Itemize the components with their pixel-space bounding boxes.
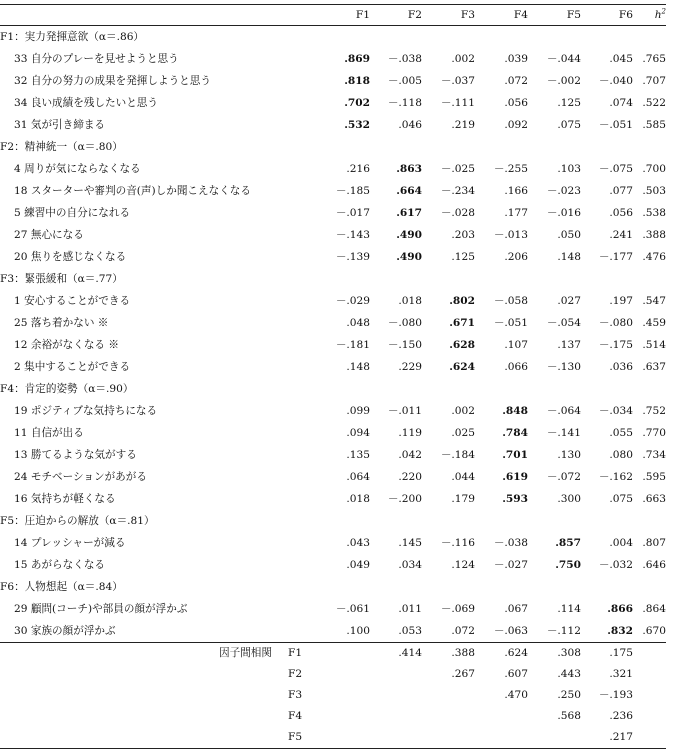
correlation-cell: .624 xyxy=(475,643,528,665)
item-label: 14 プレッシャーが減る xyxy=(14,537,126,549)
table-row xyxy=(0,400,666,422)
loading-cell: .148 xyxy=(346,361,370,373)
loading-cell: －.175 xyxy=(598,339,633,351)
table-row xyxy=(0,620,666,643)
loading-cell: .056 xyxy=(504,97,528,109)
item-label: 12 余裕がなくなる ※ xyxy=(14,339,119,351)
loading-cell: .100 xyxy=(346,625,370,637)
table-row xyxy=(0,92,666,114)
loading-cell: －.025 xyxy=(440,163,475,175)
loading-cell: .177 xyxy=(504,207,528,219)
loading-cell: .229 xyxy=(398,361,422,373)
loading-cell: －.069 xyxy=(440,603,475,615)
factor-group-title: F1：実力発揮意欲（α＝.86） xyxy=(0,31,145,43)
loading-cell: .011 xyxy=(398,603,422,615)
table-row xyxy=(0,422,666,444)
correlation-row xyxy=(0,727,666,749)
correlation-cell: .443 xyxy=(557,668,581,680)
item-label: 34 良い成績を残したいと思う xyxy=(14,97,158,109)
table-row xyxy=(0,158,666,180)
loading-cell: －.061 xyxy=(335,603,370,615)
loading-cell: .107 xyxy=(504,339,528,351)
loading-cell: －.184 xyxy=(440,449,475,461)
table-row xyxy=(0,488,666,510)
table-row xyxy=(0,312,666,334)
correlation-blank xyxy=(633,685,666,706)
correlation-variable: F5 xyxy=(286,727,370,749)
factor-group-row xyxy=(0,26,666,49)
loading-cell: .619 xyxy=(502,471,528,483)
correlation-row xyxy=(0,664,666,685)
communality-cell: .388 xyxy=(642,229,666,241)
loading-cell: .848 xyxy=(502,405,528,417)
correlation-cell: .175 xyxy=(581,643,633,665)
factor-group-title: F6：人物想起（α＝.84） xyxy=(0,581,123,593)
loading-cell: －.016 xyxy=(546,207,581,219)
factor-group-title: F5：圧迫からの解放（α＝.81） xyxy=(0,515,155,527)
loading-cell: .148 xyxy=(557,251,581,263)
item-label: 15 あがらなくなる xyxy=(14,559,106,571)
loading-cell: －.116 xyxy=(440,537,475,549)
loading-cell: .018 xyxy=(398,295,422,307)
correlation-row xyxy=(0,706,666,727)
loading-cell: .004 xyxy=(609,537,633,549)
loading-cell: .832 xyxy=(607,625,633,637)
loading-cell: －.255 xyxy=(493,163,528,175)
loading-cell: －.058 xyxy=(493,295,528,307)
loading-cell: .197 xyxy=(609,295,633,307)
item-label: 4 周りが気にならなくなる xyxy=(14,163,141,175)
loading-cell: .179 xyxy=(451,493,475,505)
correlation-cell: .568 xyxy=(557,710,581,722)
communality-cell: .538 xyxy=(642,207,666,219)
loading-cell: .866 xyxy=(607,603,633,615)
table-row xyxy=(0,444,666,466)
factor-group-row xyxy=(0,576,666,598)
loading-cell: －.177 xyxy=(598,251,633,263)
loading-cell: .034 xyxy=(398,559,422,571)
loading-cell: .216 xyxy=(346,163,370,175)
correlation-blank xyxy=(633,664,666,685)
loading-cell: .490 xyxy=(396,251,422,263)
table-row xyxy=(0,290,666,312)
item-label: 11 自信が出る xyxy=(14,427,84,439)
loading-cell: .099 xyxy=(346,405,370,417)
loading-cell: .701 xyxy=(502,449,528,461)
loading-cell: .018 xyxy=(346,493,370,505)
loading-cell: .119 xyxy=(398,427,422,439)
loading-cell: .702 xyxy=(344,97,370,109)
loading-cell: －.064 xyxy=(546,405,581,417)
factor-group-row xyxy=(0,136,666,158)
table-row xyxy=(0,598,666,620)
loading-cell: .532 xyxy=(344,119,370,131)
item-label: 19 ポジティブな気持ちになる xyxy=(14,405,158,417)
correlation-cell: .321 xyxy=(609,668,633,680)
loading-cell: .103 xyxy=(557,163,581,175)
loading-cell: －.051 xyxy=(493,317,528,329)
correlation-blank xyxy=(633,727,666,749)
communality-cell: .663 xyxy=(642,493,666,505)
correlation-cell: .414 xyxy=(370,643,422,665)
loading-cell: －.143 xyxy=(335,229,370,241)
loading-cell: .241 xyxy=(609,229,633,241)
correlation-cell: .388 xyxy=(422,643,475,665)
communality-cell: .646 xyxy=(642,559,666,571)
loading-cell: .075 xyxy=(609,493,633,505)
communality-cell: .765 xyxy=(642,53,666,65)
correlation-cell: .267 xyxy=(451,668,475,680)
loading-cell: .802 xyxy=(449,295,475,307)
table-row xyxy=(0,466,666,488)
factor-loading-table xyxy=(0,4,666,749)
factor-group-title: F4：肯定的姿勢（α＝.90） xyxy=(0,383,134,395)
loading-cell: －.200 xyxy=(387,493,422,505)
loading-cell: －.181 xyxy=(335,339,370,351)
table-row xyxy=(0,70,666,92)
communality-cell: .585 xyxy=(642,119,666,131)
correlation-variable: F4 xyxy=(288,710,303,722)
loading-cell: －.150 xyxy=(387,339,422,351)
header-f5: F5 xyxy=(528,5,581,26)
header-h2 xyxy=(633,5,666,26)
loading-cell: .124 xyxy=(451,559,475,571)
header-blank xyxy=(0,5,286,26)
loading-cell: .206 xyxy=(504,251,528,263)
loading-cell: －.118 xyxy=(387,97,422,109)
item-label: 31 気が引き締まる xyxy=(14,119,106,131)
correlation-cell: －.193 xyxy=(598,689,633,701)
communality-cell: .637 xyxy=(642,361,666,373)
loading-cell: .072 xyxy=(504,75,528,87)
loading-cell: －.234 xyxy=(440,185,475,197)
table-row xyxy=(0,48,666,70)
loading-cell: .617 xyxy=(396,207,422,219)
communality-cell: .514 xyxy=(642,339,666,351)
item-label: 29 顧問(コーチ)や部員の顔が浮かぶ xyxy=(14,603,188,615)
factor-group-title: F3：緊張緩和（α＝.77） xyxy=(0,273,123,285)
item-label: 13 勝てるような気がする xyxy=(14,449,137,461)
communality-cell: .752 xyxy=(642,405,666,417)
item-label: 33 自分のプレーを見せようと思う xyxy=(14,53,179,65)
loading-cell: －.111 xyxy=(440,97,475,109)
loading-cell: .055 xyxy=(609,427,633,439)
correlation-title-blank xyxy=(0,706,286,727)
correlation-title-blank xyxy=(0,664,286,685)
loading-cell: .166 xyxy=(504,185,528,197)
correlation-title-blank xyxy=(0,727,286,749)
loading-cell: .137 xyxy=(557,339,581,351)
loading-cell: －.023 xyxy=(546,185,581,197)
loading-cell: .067 xyxy=(504,603,528,615)
loading-cell: －.038 xyxy=(493,537,528,549)
table-row xyxy=(0,202,666,224)
correlation-cell: .470 xyxy=(504,689,528,701)
loading-cell: .075 xyxy=(557,119,581,131)
loading-cell: .049 xyxy=(346,559,370,571)
factor-group-row xyxy=(0,510,666,532)
header-h: h xyxy=(654,9,662,21)
table-row xyxy=(0,114,666,136)
loading-cell: .042 xyxy=(398,449,422,461)
loading-cell: .784 xyxy=(502,427,528,439)
correlation-cell: .308 xyxy=(528,643,581,665)
communality-cell: .670 xyxy=(642,625,666,637)
correlation-variable: F1 xyxy=(286,643,370,665)
correlation-cell xyxy=(422,706,475,727)
item-label: 25 落ち着かない ※ xyxy=(14,317,109,329)
loading-cell: .044 xyxy=(451,471,475,483)
correlation-cell xyxy=(475,706,528,727)
item-label: 18 スターターや審判の音(声)しか聞こえなくなる xyxy=(14,185,251,197)
loading-cell: －.162 xyxy=(598,471,633,483)
correlation-cell xyxy=(370,685,422,706)
loading-cell: .074 xyxy=(609,97,633,109)
loading-cell: .045 xyxy=(609,53,633,65)
header-h-superscript: 2 xyxy=(661,7,666,16)
loading-cell: .114 xyxy=(557,603,581,615)
loading-cell: .857 xyxy=(555,537,581,549)
factor-group-row xyxy=(0,378,666,400)
correlation-blank xyxy=(633,706,666,727)
loading-cell: .080 xyxy=(609,449,633,461)
header-f1: F1 xyxy=(286,5,370,26)
loading-cell: －.185 xyxy=(335,185,370,197)
communality-cell: .476 xyxy=(642,251,666,263)
loading-cell: .053 xyxy=(398,625,422,637)
table-row xyxy=(0,554,666,576)
loading-cell: －.080 xyxy=(387,317,422,329)
table-row xyxy=(0,224,666,246)
item-label: 5 練習中の自分になれる xyxy=(14,207,131,219)
communality-cell: .522 xyxy=(642,97,666,109)
correlation-cell xyxy=(370,727,422,749)
table-body xyxy=(0,26,666,749)
factor-group-title: F2：精神統一（α＝.80） xyxy=(0,141,123,153)
loading-cell: .056 xyxy=(609,207,633,219)
table-row xyxy=(0,334,666,356)
item-label: 32 自分の努力の成果を発揮しようと思う xyxy=(14,75,211,87)
item-label: 20 焦りを感じなくなる xyxy=(14,251,127,263)
correlation-cell xyxy=(370,706,422,727)
loading-cell: .066 xyxy=(504,361,528,373)
item-label: 30 家族の顔が浮かぶ xyxy=(14,625,116,637)
header-f3: F3 xyxy=(422,5,475,26)
loading-cell: －.040 xyxy=(598,75,633,87)
loading-cell: －.075 xyxy=(598,163,633,175)
correlation-blank xyxy=(633,643,666,665)
loading-cell: －.002 xyxy=(546,75,581,87)
loading-cell: －.080 xyxy=(598,317,633,329)
communality-cell: .547 xyxy=(642,295,666,307)
correlation-cell xyxy=(422,685,475,706)
loading-cell: .145 xyxy=(398,537,422,549)
loading-cell: －.112 xyxy=(546,625,581,637)
communality-cell: .734 xyxy=(642,449,666,461)
correlation-title-blank xyxy=(0,685,286,706)
loading-cell: .750 xyxy=(555,559,581,571)
loading-cell: .072 xyxy=(451,625,475,637)
item-label: 1 安心することができる xyxy=(14,295,131,307)
correlation-cell: .217 xyxy=(581,727,633,749)
correlation-title: 因子間相関 xyxy=(0,643,286,665)
loading-cell: .624 xyxy=(449,361,475,373)
communality-cell: .595 xyxy=(642,471,666,483)
factor-group-row xyxy=(0,268,666,290)
loading-cell: .025 xyxy=(451,427,475,439)
loading-cell: －.051 xyxy=(598,119,633,131)
communality-cell: .459 xyxy=(642,317,666,329)
header-f2: F2 xyxy=(370,5,422,26)
loading-cell: .077 xyxy=(609,185,633,197)
loading-cell: .064 xyxy=(346,471,370,483)
correlation-cell: .607 xyxy=(504,668,528,680)
loading-cell: －.032 xyxy=(598,559,633,571)
table-row xyxy=(0,180,666,202)
item-label: 27 無心になる xyxy=(14,229,84,241)
loading-cell: －.139 xyxy=(335,251,370,263)
loading-cell: －.034 xyxy=(598,405,633,417)
loading-cell: －.141 xyxy=(546,427,581,439)
correlation-variable: F3 xyxy=(288,689,303,701)
item-label: 2 集中することができる xyxy=(14,361,131,373)
loading-cell: .818 xyxy=(344,75,370,87)
loading-cell: .219 xyxy=(451,119,475,131)
correlation-cell: .236 xyxy=(609,710,633,722)
correlation-row xyxy=(0,685,666,706)
loading-cell: .671 xyxy=(449,317,475,329)
header-row xyxy=(0,5,666,26)
loading-cell: .863 xyxy=(396,163,422,175)
loading-cell: .036 xyxy=(609,361,633,373)
loading-cell: .002 xyxy=(451,405,475,417)
loading-cell: －.044 xyxy=(546,53,581,65)
correlation-cell xyxy=(370,664,422,685)
loading-cell: .092 xyxy=(504,119,528,131)
item-label: 16 気持ちが軽くなる xyxy=(14,493,116,505)
loading-cell: .002 xyxy=(451,53,475,65)
header-f4: F4 xyxy=(475,5,528,26)
loading-cell: .220 xyxy=(398,471,422,483)
loading-cell: .664 xyxy=(396,185,422,197)
correlation-cell xyxy=(475,727,528,749)
loading-cell: .490 xyxy=(396,229,422,241)
loading-cell: .593 xyxy=(502,493,528,505)
loading-cell: .135 xyxy=(346,449,370,461)
loading-cell: .869 xyxy=(344,53,370,65)
loading-cell: .203 xyxy=(451,229,475,241)
correlation-variable: F2 xyxy=(288,668,303,680)
table-row xyxy=(0,532,666,554)
correlation-cell xyxy=(422,727,475,749)
loading-cell: －.029 xyxy=(335,295,370,307)
loading-cell: －.013 xyxy=(493,229,528,241)
communality-cell: .503 xyxy=(642,185,666,197)
loading-cell: －.027 xyxy=(493,559,528,571)
communality-cell: .807 xyxy=(642,537,666,549)
loading-cell: .046 xyxy=(398,119,422,131)
loading-cell: .130 xyxy=(557,449,581,461)
loading-cell: －.028 xyxy=(440,207,475,219)
loading-cell: .300 xyxy=(557,493,581,505)
correlation-row xyxy=(0,643,666,665)
loading-cell: －.054 xyxy=(546,317,581,329)
loading-cell: .125 xyxy=(557,97,581,109)
loading-cell: .027 xyxy=(557,295,581,307)
communality-cell: .707 xyxy=(642,75,666,87)
loading-cell: －.005 xyxy=(387,75,422,87)
loading-cell: －.063 xyxy=(493,625,528,637)
table-row xyxy=(0,246,666,268)
loading-cell: .094 xyxy=(346,427,370,439)
loading-cell: －.038 xyxy=(387,53,422,65)
loading-cell: －.037 xyxy=(440,75,475,87)
communality-cell: .700 xyxy=(642,163,666,175)
loading-cell: －.130 xyxy=(546,361,581,373)
loading-cell: －.072 xyxy=(546,471,581,483)
loading-cell: －.017 xyxy=(335,207,370,219)
loading-cell: －.011 xyxy=(387,405,422,417)
loading-cell: .628 xyxy=(449,339,475,351)
loading-cell: .048 xyxy=(346,317,370,329)
loading-cell: .039 xyxy=(504,53,528,65)
loading-cell: .043 xyxy=(346,537,370,549)
loading-cell: .050 xyxy=(557,229,581,241)
header-f6: F6 xyxy=(581,5,633,26)
communality-cell: .770 xyxy=(642,427,666,439)
correlation-cell: .250 xyxy=(557,689,581,701)
loading-cell: .125 xyxy=(451,251,475,263)
item-label: 24 モチベーションがあがる xyxy=(14,471,147,483)
table-row xyxy=(0,356,666,378)
communality-cell: .864 xyxy=(642,603,666,615)
correlation-cell xyxy=(528,727,581,749)
